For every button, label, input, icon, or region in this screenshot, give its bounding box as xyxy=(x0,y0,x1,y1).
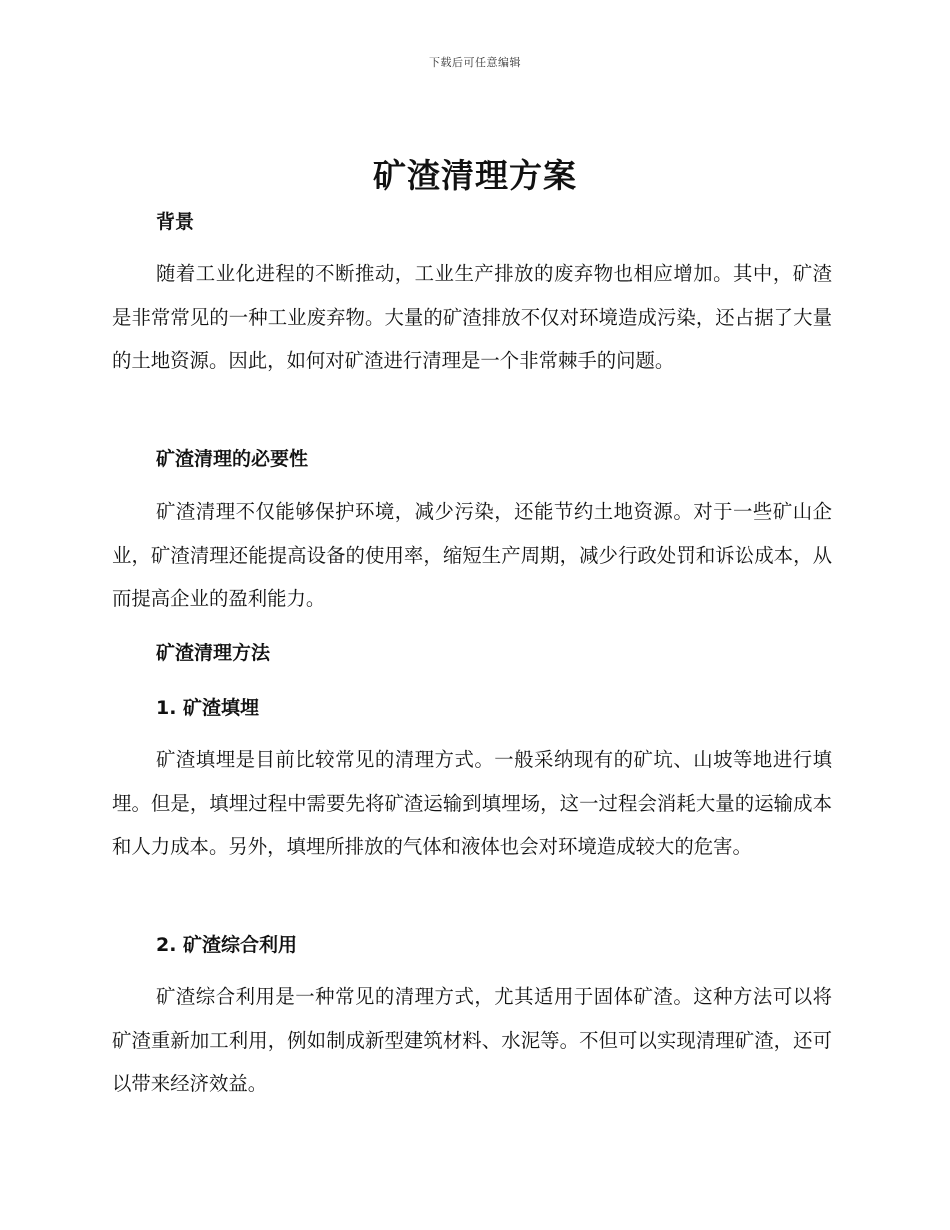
section-paragraph-necessity: 矿渣清理不仅能够保护环境，减少污染，还能节约土地资源。对于一些矿山企业，矿渣清理还能提高设备的使用率，缩短生产周期，减少行政处罚和诉讼成本，从而提高企业的盈利能力。 xyxy=(112,500,832,610)
section-paragraph-utilization: 矿渣综合利用是一种常见的清理方式，尤其适用于固体矿渣。这种方法可以将矿渣重新加工利用，例如制成新型建筑材料、水泥等。不但可以实现清理矿渣，还可以带来经济效益。 xyxy=(112,985,832,1095)
header-note: 下载后可任意编辑 xyxy=(429,56,521,69)
section-heading-utilization: 2. 矿渣综合利用 xyxy=(156,934,298,956)
section-heading-necessity: 矿渣清理的必要性 xyxy=(156,448,309,470)
section-heading-landfill: 1. 矿渣填埋 xyxy=(156,697,260,719)
section-paragraph-background: 随着工业化进程的不断推动，工业生产排放的废弃物也相应增加。其中，矿渣是非常常见的一种工业废弃物。大量的矿渣排放不仅对环境造成污染，还占据了大量的土地资源。因此，如何对矿渣进行清理是一个非常棘手的问题。 xyxy=(112,262,832,372)
section-paragraph-landfill: 矿渣填埋是目前比较常见的清理方式。一般采纳现有的矿坑、山坡等地进行填埋。但是，填埋过程中需要先将矿渣运输到填埋场，这一过程会消耗大量的运输成本和人力成本。另外，填埋所排放的气体和液体也会对环境造成较大的危害。 xyxy=(112,748,832,858)
document-title: 矿渣清理方案 xyxy=(373,156,577,195)
section-heading-methods: 矿渣清理方法 xyxy=(156,642,271,664)
section-heading-background: 背景 xyxy=(156,211,195,233)
